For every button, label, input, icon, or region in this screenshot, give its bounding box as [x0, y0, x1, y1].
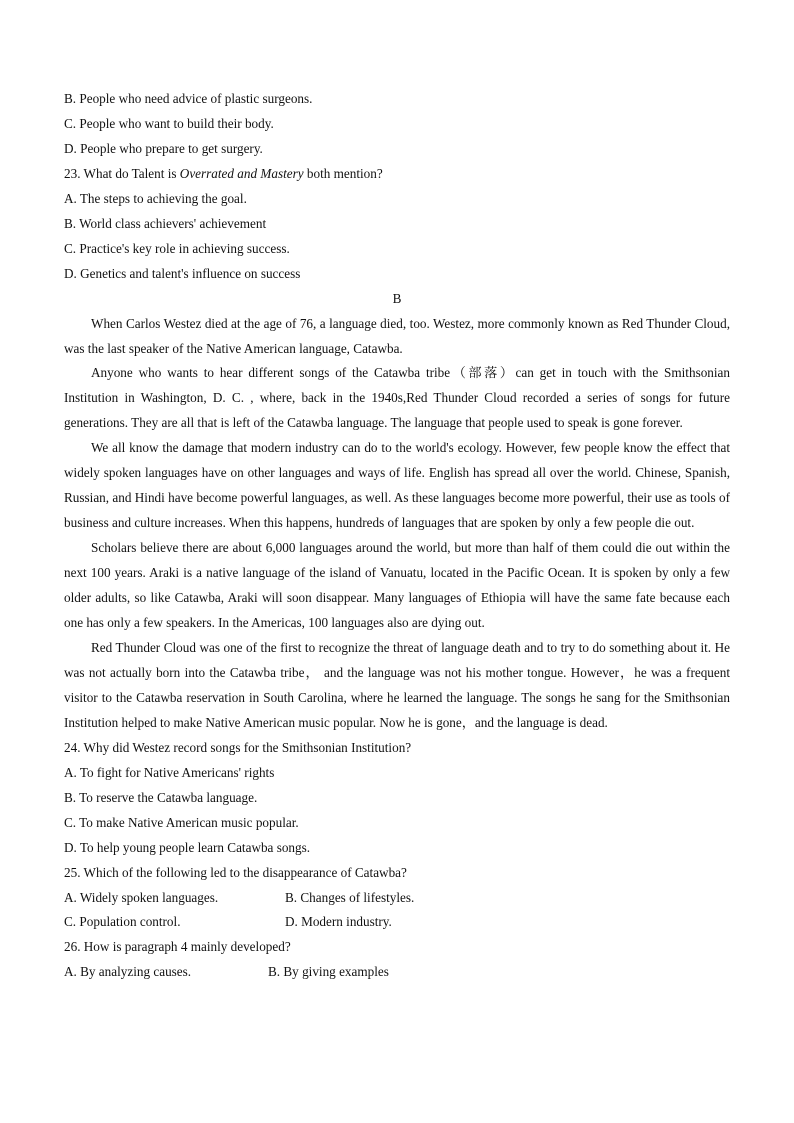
question-stem-suffix: both mention? [303, 165, 383, 181]
option-text: D. Modern industry. [285, 914, 392, 930]
passage-paragraph: Red Thunder Cloud was one of the first to recognize the threat of language death and to try to do something about it. He was not actually born into the Catawba tribe， and the language was not his mother tongue. However，he was a frequent visitor to the Catawba reservation in South Carolina, where he learned the language. The songs he sang for the Smithsonian Institution helped to make Native American music popular. Now he is gone，and the language is dead. [64, 639, 730, 730]
option-text: B. World class achievers' achievement [64, 215, 267, 231]
option-text: B. By giving examples [268, 964, 389, 980]
option-row [64, 960, 730, 985]
option-text: D. People who prepare to get surgery. [64, 140, 263, 156]
option-text: D. Genetics and talent's influence on success [64, 265, 301, 281]
question-25-stem: 25. Which of the following led to the disappearance of Catawba? [64, 864, 407, 880]
question-24-stem: 24. Why did Westez record songs for the Smithsonian Institution? [64, 739, 412, 755]
question-23-stem [64, 162, 730, 187]
passage-paragraph: Scholars believe there are about 6,000 languages around the world, but more than half of them could die out within the next 100 years. Araki is a native language of the island of Vanuatu, located in the Pacific Ocean. It is spoken by only a few older adults, so like Catawba, Araki will soon disappear. Many languages of Ethiopia will have the same fate because each one has only a few speakers. In the Americas, 100 languages also are dying out. [64, 540, 730, 631]
passage-paragraph: We all know the damage that modern industry can do to the world's ecology. However, few people know the effect that widely spoken languages have on other languages and ways of life. English has spread all over the world. Chinese, Spanish, Russian, and Hindi have become powerful languages, as well. As these languages become more powerful, their use as tools of business and culture increases. When this happens, hundreds of languages that are spoken by only a few people die out. [64, 440, 730, 531]
option-text: A. Widely spoken languages. [64, 889, 219, 905]
option-text: B. People who need advice of plastic surgeons. [64, 91, 313, 106]
question-stem-prefix: 23. What do Talent is [64, 165, 180, 181]
question-26-stem: 26. How is paragraph 4 mainly developed? [64, 939, 291, 955]
page-content [64, 87, 730, 985]
option-text: B. To reserve the Catawba language. [64, 789, 258, 805]
option-text: A. The steps to achieving the goal. [64, 190, 247, 206]
option-text: A. By analyzing causes. [64, 964, 192, 980]
option-text: C. Population control. [64, 914, 181, 930]
option-text: B. Changes of lifestyles. [285, 889, 415, 905]
option-text: C. People who want to build their body. [64, 115, 274, 131]
option-text: D. To help young people learn Catawba songs. [64, 839, 311, 855]
option-text: C. To make Native American music popular. [64, 814, 299, 830]
option-row [64, 886, 730, 911]
option-text: C. Practice's key role in achieving success. [64, 240, 290, 256]
option-text: A. To fight for Native Americans' rights [64, 764, 275, 780]
book-title: Overrated and Mastery [179, 165, 304, 181]
passage-paragraph: When Carlos Westez died at the age of 76, a language died, too. Westez, more commonly known as Red Thunder Cloud, was the last speaker of the Native American language, Catawba. [64, 315, 730, 356]
passage-paragraph: Anyone who wants to hear different songs of the Catawba tribe（部落）can get in touch with the Smithsonian Institution in Washington, D. C. , where, back in the 1940s,Red Thunder Cloud recorded a series of songs for future generations. They are all that is left of the Catawba language. The language that people used to speak is gone forever. [64, 365, 730, 431]
section-label: B [392, 290, 402, 306]
option-row [64, 910, 730, 935]
